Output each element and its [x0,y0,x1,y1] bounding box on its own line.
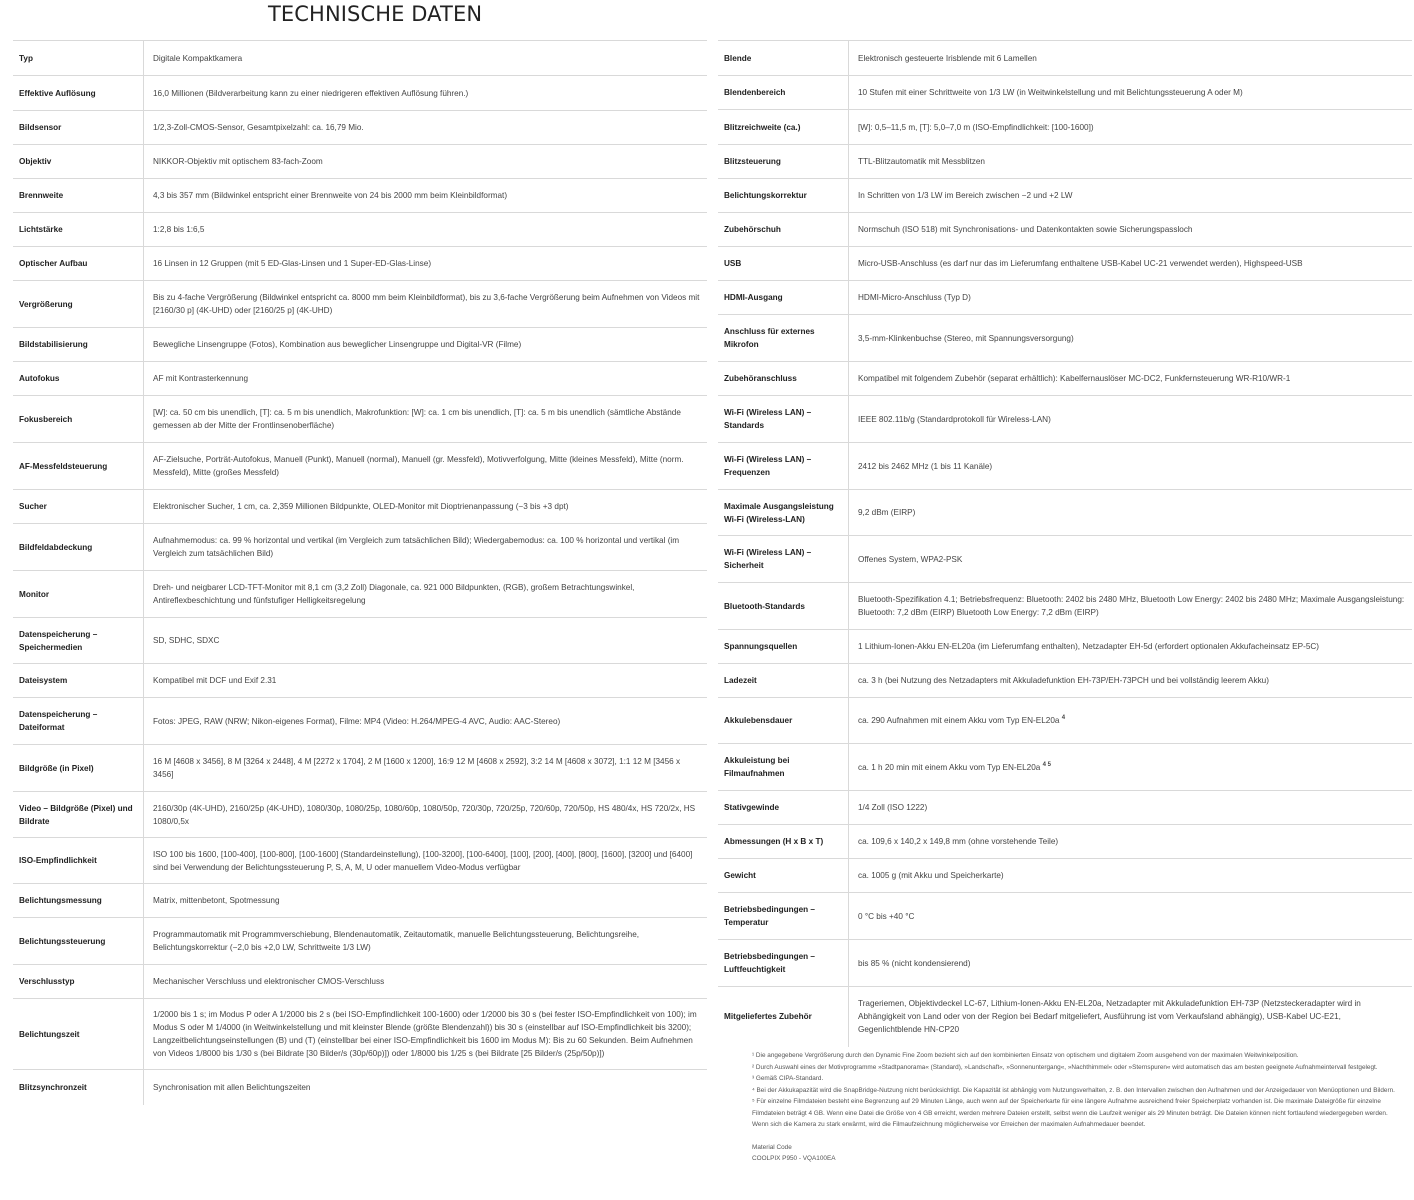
spec-value [144,328,708,362]
spec-value [849,281,1413,315]
spec-value [849,825,1413,859]
spec-row [718,791,1412,825]
spec-label: Ladezeit [718,664,849,698]
spec-label: Belichtungsmessung [13,884,144,918]
spec-value-text: ca. 1005 g (mit Akku und Speicherkarte) [858,871,1004,880]
spec-row [718,179,1412,213]
spec-label: Sucher [13,490,144,524]
spec-value [144,281,708,328]
spec-row [718,698,1412,744]
footnote: ⁴ Bei der Akkukapazität wird die SnapBridge-Nutzung nicht berücksichtigt. Die Kapazität ist abhängig vom Nutzungsverhalten, z. B. den Intervallen zwischen den Aufnahmen und der Anzeigedauer von Menüoptionen und Bildern. [752,1086,1395,1094]
spec-row [13,281,707,328]
spec-value-text: 9,2 dBm (EIRP) [858,508,916,517]
spec-value-text: IEEE 802.11b/g (Standardprotokoll für Wireless-LAN) [858,414,1051,424]
spec-row [13,41,707,76]
spec-row [718,145,1412,179]
spec-value-text: Fotos: JPEG, RAW (NRW; Nikon-eigenes Format), Filme: MP4 (Video: H.264/MPEG-4 AVC, Audio: AAC-Stereo) [153,716,561,726]
spec-value-text: 3,5-mm-Klinkenbuchse (Stereo, mit Spannungsversorgung) [858,333,1074,343]
spec-value-text: Mechanischer Verschluss und elektronischer CMOS-Verschluss [153,977,385,986]
spec-label: Gewicht [718,859,849,893]
spec-value-text: 2412 bis 2462 MHz (1 bis 11 Kanäle) [858,461,993,471]
spec-row [718,396,1412,443]
spec-value [144,884,708,918]
spec-row [13,965,707,999]
spec-label: Mitgeliefertes Zubehör [718,987,849,1047]
spec-row [13,918,707,965]
spec-value [144,999,708,1070]
spec-label: AF-Messfeldsteuerung [13,443,144,490]
spec-value-text: 1:2,8 bis 1:6,5 [153,225,205,234]
spec-label: ISO-Empfindlichkeit [13,838,144,884]
spec-row [718,247,1412,281]
spec-label: Zubehörschuh [718,213,849,247]
spec-value-text: 1/2,3-Zoll-CMOS-Sensor, Gesamtpixelzahl: ca. 16,79 Mio. [153,123,364,132]
spec-value-text: Micro-USB-Anschluss (es darf nur das im Lieferumfang enthaltene USB-Kabel UC-21 verwendet werden), Highspeed-USB [858,259,1303,268]
spec-label: Autofokus [13,362,144,396]
spec-value-text: Trageriemen, Objektivdeckel LC-67, Lithium-Ionen-Akku EN-EL20a, Netzadapter mit Akkuladefunktion EH-73P (Netzsteckeradapter wird in Abhängigkeit von Land oder von der Region bei Bedarf mitgeliefert, Ausführung ist vom Verkaufsland abhängig), USB-Kabel UC-E21, Gegenlichtblende HN-CP20 [858,999,1361,1035]
footnote: ² Durch Auswahl eines der Motivprogramme »Stadtpanorama« (Standard), »Landschaft«, »Sonnenuntergang«, »Nachthimmel« oder »Sternspuren« wird automatisch das am besten geeignete Aufnahmeintervall festgelegt. [752,1063,1378,1071]
spec-row [718,110,1412,145]
spec-row [13,524,707,571]
spec-value [144,247,708,281]
spec-label: Optischer Aufbau [13,247,144,281]
spec-value [144,145,708,179]
material-code [752,1142,1404,1165]
spec-label: Stativgewinde [718,791,849,825]
spec-value [144,918,708,965]
spec-value [144,76,708,111]
spec-row [13,999,707,1070]
spec-row [718,362,1412,396]
spec-row [718,940,1412,987]
page-title: TECHNISCHE DATEN [268,2,483,26]
spec-label: Bildgröße (in Pixel) [13,745,144,792]
spec-row [13,76,707,111]
spec-label: Bluetooth-Standards [718,583,849,630]
spec-label: Wi-Fi (Wireless LAN) – Sicherheit [718,536,849,583]
spec-value-text: 1 Lithium-Ionen-Akku EN-EL20a (im Lieferumfang enthalten), Netzadapter EH-5d (erfordert optionalen Akkufacheinsatz EP-5C) [858,642,1320,651]
spec-row [718,213,1412,247]
footnotes [752,1050,1404,1165]
spec-value-text: AF mit Kontrasterkennung [153,374,249,383]
spec-label: Bildstabilisierung [13,328,144,362]
spec-label: Belichtungskorrektur [718,179,849,213]
spec-value-text: [W]: ca. 50 cm bis unendlich, [T]: ca. 5 m bis unendlich, Makrofunktion: [W]: ca. 1 cm bis unendlich, [T]: ca. 5 m bis unendlich (sämtliche Abstände gemessen ab der Mitte der Frontlinsenoberfläche) [153,408,681,430]
spec-value [849,859,1413,893]
spec-value-text: 2160/30p (4K-UHD), 2160/25p (4K-UHD), 1080/30p, 1080/25p, 1080/60p, 1080/50p, 720/30p, 720/25p, 720/60p, 720/50p, HS 480/4x, HS 720/2x, HS 1080/0,5x [153,803,696,826]
spec-label: Belichtungssteuerung [13,918,144,965]
spec-row [718,859,1412,893]
spec-row [13,745,707,792]
spec-value-text: 16 Linsen in 12 Gruppen (mit 5 ED-Glas-Linsen und 1 Super-ED-Glas-Linse) [153,259,432,268]
spec-value [849,41,1413,76]
spec-value [849,110,1413,145]
spec-row [13,443,707,490]
specs-table-left [13,40,707,1105]
spec-value [849,536,1413,583]
spec-label: Abmessungen (H x B x T) [718,825,849,859]
spec-row [718,987,1412,1047]
spec-value [144,1070,708,1105]
spec-row [718,281,1412,315]
spec-value-text: ca. 290 Aufnahmen mit einem Akku vom Typ EN-EL20a [858,716,1060,725]
spec-value [144,524,708,571]
spec-value [849,443,1413,490]
spec-value-text: bis 85 % (nicht kondensierend) [858,958,971,968]
spec-label: Brennweite [13,179,144,213]
spec-value-text: ca. 1 h 20 min mit einem Akku vom Typ EN-EL20a [858,762,1041,772]
spec-row [13,362,707,396]
spec-value-text: HDMI-Micro-Anschluss (Typ D) [858,293,971,302]
spec-value [849,76,1413,110]
spec-value [849,315,1413,362]
spec-row [13,145,707,179]
material-code-label: Material Code [752,1143,792,1151]
spec-label: Blitzreichweite (ca.) [718,110,849,145]
spec-value [849,583,1413,630]
spec-value-text: Dreh- und neigbarer LCD-TFT-Monitor mit 8,1 cm (3,2 Zoll) Diagonale, ca. 921 000 Bildpunkten, (RGB), großem Betrachtungswinkel, Antireflexbeschichtung und fünfstufiger Helligkeitsregelung [153,583,635,605]
spec-value [849,213,1413,247]
spec-label: Video – Bildgröße (Pixel) und Bildrate [13,792,144,838]
spec-row [13,884,707,918]
spec-value [144,618,708,664]
spec-value [849,940,1413,987]
spec-row [718,41,1412,76]
specs-left-column [13,40,707,1105]
spec-value [849,791,1413,825]
spec-label: Vergrößerung [13,281,144,328]
spec-value-text: 16 M [4608 x 3456], 8 M [3264 x 2448], 4 M [2272 x 1704], 2 M [1600 x 1200], 16:9 12 M [4608 x 2592], 3:2 14 M [4608 x 3072], 1:1 12 M [3456 x 3456] [153,757,681,779]
spec-value-text: ISO 100 bis 1600, [100-400], [100-800], [100-1600] (Standardeinstellung), [100-3200], [100-6400], [100], [200], [400], [800], [1600], [3200] und [6400] sind bei Verwendung der Belichtungssteuerung P, S, A, M, U oder manuellem Video-Modus verfügbar [153,849,693,872]
spec-label: Bildsensor [13,111,144,145]
spec-value [849,490,1413,536]
spec-label: Bildfeldabdeckung [13,524,144,571]
spec-value-text: AF-Zielsuche, Porträt-Autofokus, Manuell (Punkt), Manuell (normal), Manuell (gr. Messfeld), Motivverfolgung, Mitte (kleines Messfeld), Mitte (norm. Messfeld), Mitte (großes Messfeld) [153,455,684,477]
spec-value-text: Normschuh (ISO 518) mit Synchronisations- und Datenkontakten sowie Sicherungspassloch [858,225,1193,234]
spec-label: Blitzsynchronzeit [13,1070,144,1105]
spec-row [13,1070,707,1105]
spec-row [13,179,707,213]
spec-value-text: SD, SDHC, SDXC [153,636,220,645]
spec-row [13,838,707,884]
spec-value [144,213,708,247]
spec-label: Spannungsquellen [718,630,849,664]
spec-label: Monitor [13,571,144,618]
spec-label: Lichtstärke [13,213,144,247]
spec-value-text: [W]: 0,5–11,5 m, [T]: 5,0–7,0 m (ISO-Empfindlichkeit: [100-1600]) [858,122,1094,132]
footnote: ¹ Die angegebene Vergrößerung durch den Dynamic Fine Zoom bezieht sich auf den kombinierten Einsatz von optischem und digitalem Zoom ausgehend von der maximalen Weitwinkelposition. [752,1052,1299,1059]
spec-value [144,698,708,745]
spec-row [13,396,707,443]
spec-value-text: Elektronischer Sucher, 1 cm, ca. 2,359 Millionen Bildpunkte, OLED-Monitor mit Dioptrienanpassung (−3 bis +3 dpt) [153,502,569,511]
spec-value [144,838,708,884]
footnote-ref: 4 5 [1042,761,1051,768]
spec-value-text: 10 Stufen mit einer Schrittweite von 1/3 LW (in Weitwinkelstellung und mit Belichtungssteuerung A oder M) [858,88,1243,97]
spec-value-text: Elektronisch gesteuerte Irisblende mit 6 Lamellen [858,53,1037,63]
spec-value-text: Bewegliche Linsengruppe (Fotos), Kombination aus beweglicher Linsengruppe und Digital-VR (Filme) [153,340,522,349]
spec-value-text: Kompatibel mit DCF und Exif 2.31 [153,676,277,685]
footnote-ref: 4 [1061,715,1066,721]
footnote: ⁵ Für einzelne Filmdateien besteht eine Begrenzung auf 29 Minuten Länge, auch wenn auf der Speicherkarte für eine längere Aufnahme ausreichend freier Speicherplatz vorhanden ist. Die maximale Dateigröße für einzelne Filmdateien beträgt 4 GB. Wenn eine Datei die Größe von 4 GB erreicht, werden mehrere Dateien erstellt, selbst wenn die Laufzeit weniger als 29 Minuten beträgt. Die Dateien können nicht fortlaufend wiedergegeben werden. Wenn sich die Kamera zu stark erwärmt, wird die Filmaufzeichnung möglicherweise vor Erreichen der maximalen Aufnahmedauer beendet. [752,1098,1388,1128]
spec-value-text: 1/4 Zoll (ISO 1222) [858,803,928,812]
spec-label: Datenspeicherung – Speichermedien [13,618,144,664]
spec-value-text: ca. 109,6 x 140,2 x 149,8 mm (ohne vorstehende Teile) [858,837,1059,846]
spec-row [718,315,1412,362]
spec-value [144,664,708,698]
spec-value-text: Programmautomatik mit Programmverschiebung, Blendenautomatik, Zeitautomatik, manuelle Belichtungssteuerung, Belichtungsreihe, Belichtungskorrektur (−2,0 bis +2,0 LW, Schrittweite 1/3 LW) [153,930,640,952]
spec-row [718,630,1412,664]
spec-label: HDMI-Ausgang [718,281,849,315]
spec-row [13,618,707,664]
spec-value-text: NIKKOR-Objektiv mit optischem 83-fach-Zoom [153,157,323,166]
spec-value [144,41,708,76]
spec-value [144,571,708,618]
spec-value-text: 4,3 bis 357 mm (Bildwinkel entspricht einer Brennweite von 24 bis 2000 mm beim Kleinbildformat) [153,191,508,200]
spec-value-text: Matrix, mittenbetont, Spotmessung [153,896,280,905]
spec-label: Zubehöranschluss [718,362,849,396]
spec-label: Wi-Fi (Wireless LAN) – Standards [718,396,849,443]
spec-value-text: Digitale Kompaktkamera [153,53,243,63]
spec-value [849,664,1413,698]
spec-label: Typ [13,41,144,76]
spec-row [718,664,1412,698]
spec-row [13,571,707,618]
spec-value-text: 16,0 Millionen (Bildverarbeitung kann zu einer niedrigeren effektiven Auflösung führen.) [153,88,469,98]
spec-value [849,744,1413,791]
spec-value [144,443,708,490]
spec-label: Fokusbereich [13,396,144,443]
spec-value [144,362,708,396]
spec-label: Effektive Auflösung [13,76,144,111]
footnote: ³ Gemäß CIPA-Standard. [752,1075,824,1082]
spec-value [849,362,1413,396]
spec-value-text: 0 °C bis +40 °C [858,911,915,921]
spec-value-text: Bis zu 4-fache Vergrößerung (Bildwinkel entspricht ca. 8000 mm beim Kleinbildformat), bis zu 3,6-fache Vergrößerung beim Aufnehmen von Videos mit [2160/30 p] (4K-UHD) oder [2160/25 p] (4K-UHD) [153,293,700,315]
spec-row [13,490,707,524]
spec-row [13,213,707,247]
spec-value [144,111,708,145]
spec-value [849,698,1413,744]
spec-value-text: Aufnahmemodus: ca. 99 % horizontal und vertikal (im Vergleich zum tatsächlichen Bild); Wiedergabemodus: ca. 100 % horizontal und vertikal (im Vergleich zum tatsächlichen Bild) [153,536,680,558]
spec-row [13,698,707,745]
spec-label: Blendenbereich [718,76,849,110]
spec-label: Verschlusstyp [13,965,144,999]
spec-value-text: TTL-Blitzautomatik mit Messblitzen [858,157,985,166]
spec-value-text: In Schritten von 1/3 LW im Bereich zwischen −2 und +2 LW [858,191,1073,200]
spec-row [13,792,707,838]
spec-value [144,745,708,792]
spec-row [718,443,1412,490]
spec-row [718,536,1412,583]
spec-row [718,583,1412,630]
spec-label: Datenspeicherung – Dateiformat [13,698,144,745]
spec-row [718,490,1412,536]
spec-label: Akkulebensdauer [718,698,849,744]
spec-row [718,825,1412,859]
spec-value-text: ca. 3 h (bei Nutzung des Netzadapters mit Akkuladefunktion EH-73P/EH-73PCH und bei vollständig leerem Akku) [858,676,1269,685]
spec-value [144,792,708,838]
spec-value-text: Bluetooth-Spezifikation 4.1; Betriebsfrequenz: Bluetooth: 2402 bis 2480 MHz, Bluetooth Low Energy: 2402 bis 2480 MHz; Maximale Ausgangsleistung: Bluetooth: 7,2 dBm (EIRP) Bluetooth Low Energy: 7,2 dBm (EIRP) [858,595,1405,617]
spec-label: Betriebsbedingungen – Luftfeuchtigkeit [718,940,849,987]
spec-value-text: Synchronisation mit allen Belichtungszeiten [153,1082,311,1092]
spec-row [718,893,1412,940]
spec-label: Dateisystem [13,664,144,698]
spec-value [144,490,708,524]
spec-label: Objektiv [13,145,144,179]
spec-row [13,111,707,145]
spec-label: USB [718,247,849,281]
spec-label: Betriebsbedingungen – Temperatur [718,893,849,940]
spec-label: Blitzsteuerung [718,145,849,179]
material-code-value: COOLPIX P950 - VQA100EA [752,1155,836,1162]
spec-value [849,630,1413,664]
spec-value [849,179,1413,213]
spec-value [849,987,1413,1047]
spec-label: Maximale Ausgangsleistung Wi-Fi (Wireless-LAN) [718,490,849,536]
spec-value [849,145,1413,179]
spec-value [144,179,708,213]
spec-value [144,396,708,443]
spec-label: Akkuleistung bei Filmaufnahmen [718,744,849,791]
specs-right-column [718,40,1412,1047]
spec-value [849,396,1413,443]
spec-value-text: Kompatibel mit folgendem Zubehör (separat erhältlich): Kabelfernauslöser MC-DC2, Funkfernsteuerung WR-R10/WR-1 [858,374,1291,383]
spec-label: Blende [718,41,849,76]
spec-label: Wi-Fi (Wireless LAN) – Frequenzen [718,443,849,490]
spec-label: Belichtungszeit [13,999,144,1070]
spec-row [13,664,707,698]
spec-row [718,76,1412,110]
spec-row [13,247,707,281]
spec-value-text: Offenes System, WPA2-PSK [858,554,963,564]
spec-value-text: 1/2000 bis 1 s; im Modus P oder A 1/2000 bis 2 s (bei ISO-Empfindlichkeit 100-1600) oder 1/2000 bis 30 s (bei fester ISO-Empfindlichkeit von 100); im Modus S oder M 1/4000 (in Weitwinkelstellung und mit kleinster Blende (größte Blendenzahl)) bis 30 s (einstellbar auf ISO-Empfindlichkeit bis 3200); Langzeitbelichtungseinstellungen (B) und (T) (einstellbar bei einer ISO-Empfindlichkeit bis 1600 im Modus M): Bis zu 60 Sekunden. Beim Aufnehmen von Videos 1/8000 bis 1/30 s (bei Bildrate [30 Bilder/s (30p/60p)]) oder 1/8000 bis 1/25 s (bei Bildrate [25 Bilder/s (25p/50p)]) [153,1010,697,1058]
spec-row [13,328,707,362]
spec-row [718,744,1412,791]
spec-value [144,965,708,999]
specs-table-right [718,40,1412,1047]
spec-value [849,893,1413,940]
spec-value [849,247,1413,281]
spec-label: Anschluss für externes Mikrofon [718,315,849,362]
